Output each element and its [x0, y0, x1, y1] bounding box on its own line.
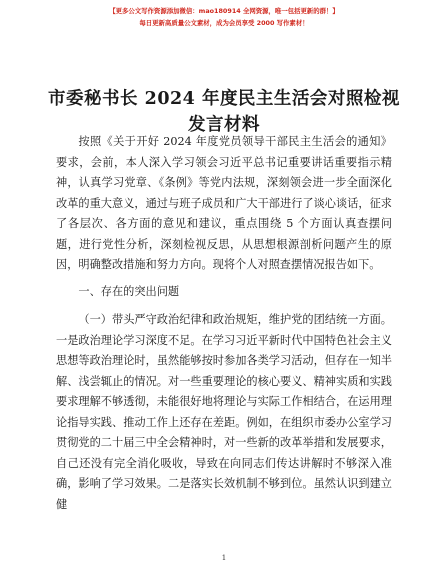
promo-banner-line-2: 每日更新高质量公文素材，成为会员享受 2000 写作素材！ [139, 19, 309, 27]
document-body [56, 132, 392, 515]
intro-paragraph: 按照《关于开好 2024 年度党员领导干部民主生活会的通知》要求，会前，本人深入学习领会习近平总书记重要讲话重要指示精神，认真学习党章、《条例》等党内法规，深刻领会进一步全面深化改革的重大意义，通过与班子成员和广大干部进行了谈心谈话，征求了各层次、各方面的意见和建议，重点围绕 5 个方面认真查摆问题，进行党性分析，深刻检视反思，从思想根源剖析问题产生的原因，明确整改措施和努力方向。现将个人对照查摆情况报告如下。 [56, 135, 392, 271]
section-heading: 一、存在的突出问题 [78, 284, 180, 298]
document-title: 市委秘书长 2024 年度民主生活会对照检视发言材料 [48, 89, 400, 135]
page-number: 1 [221, 554, 227, 562]
promo-banner [0, 5, 448, 29]
promo-banner-line-1: 【更多公文写作资源添加微信：mao180914 全网资源，唯一包括更新的群！】 [109, 7, 339, 15]
subsection-paragraph: （一）带头严守政治纪律和政治规矩，维护党的团结统一方面。一是政治理论学习深度不足。在学习习近平新时代中国特色社会主义思想等政治理论时，虽然能够按时参加各类学习活动，但存在一知半解、浅尝辄止的情况。对一些重要理论的核心要义、精神实质和实践要求理解不够透彻，未能很好地将理论与实际工作相结合，在运用理论指导实践、推动工作上还存在差距。例如，在组织市委办公室学习贯彻党的二十届三中全会精神时，对一些新的改革举措和发展要求，自己还没有完全消化吸收，导致在向同志们传达讲解时不够深入准确，影响了学习效果。二是落实长效机制不够到位。虽然认识到建立健 [56, 313, 392, 511]
